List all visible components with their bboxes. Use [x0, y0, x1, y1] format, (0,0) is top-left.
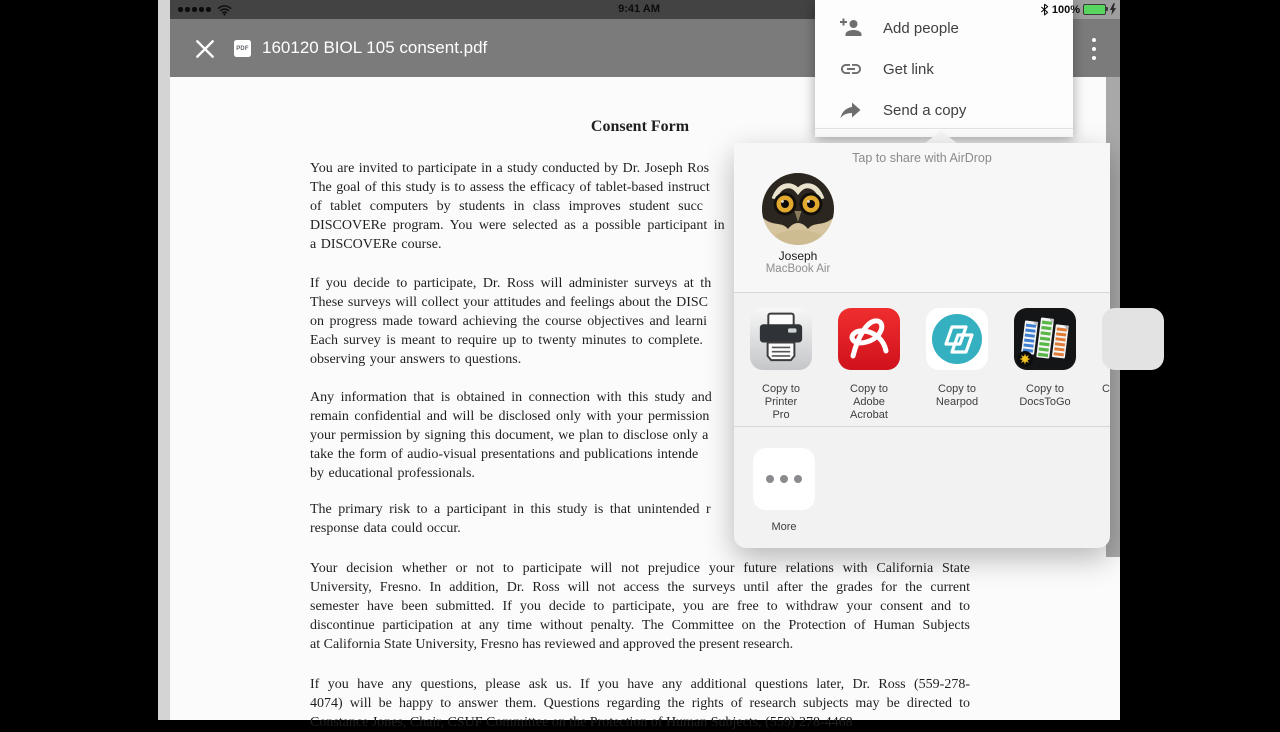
- overflow-menu-icon[interactable]: [1084, 32, 1104, 66]
- menu-item-label: Add people: [883, 19, 959, 37]
- doc-line: response data could occur.: [310, 521, 461, 536]
- bluetooth-icon: [1040, 3, 1049, 16]
- app-copy-to-adobe-acrobat[interactable]: [838, 308, 900, 422]
- more-label: More: [771, 521, 797, 533]
- owl-avatar: [762, 173, 834, 245]
- doc-line: by educational professionals.: [310, 466, 475, 481]
- close-icon[interactable]: [194, 38, 216, 60]
- battery-percent: 100%: [1051, 3, 1080, 16]
- doc-line: Your decision whether or not to participate will not prejudice your future relations with California State: [310, 561, 970, 576]
- menu-item-add-people[interactable]: [815, 8, 1073, 48]
- wifi-icon: [217, 4, 232, 16]
- docstogo-app-icon: [1014, 308, 1076, 370]
- status-left-cluster: [178, 0, 232, 19]
- doc-line: If you decide to participate, Dr. Ross will administer surveys at th: [310, 276, 712, 291]
- add-person-icon: [839, 16, 863, 40]
- airdrop-section: [734, 143, 1110, 292]
- pdf-file-type-icon: PDF: [234, 40, 251, 57]
- app-label: Copy to DocsToGo: [1019, 383, 1071, 408]
- send-copy-icon: [839, 98, 863, 122]
- app-partial-offscreen[interactable]: [1102, 308, 1164, 396]
- sheet-divider: [734, 292, 1110, 293]
- sheet-divider: [734, 426, 1110, 427]
- popover-arrow: [925, 131, 957, 143]
- status-bar: [170, 0, 815, 19]
- menu-item-label: Get link: [883, 60, 934, 78]
- app-copy-to-nearpod[interactable]: [926, 308, 988, 409]
- link-icon: [839, 57, 863, 81]
- doc-line: take the form of audio-visual presentations and publications intende: [310, 447, 699, 462]
- more-button[interactable]: [753, 448, 815, 510]
- doc-line: Each survey is meant to require up to twenty minutes to complete.: [310, 333, 703, 348]
- app-copy-to-printer-pro[interactable]: [750, 308, 812, 422]
- doc-line: discontinue participation at any time without penalty. The Committee on the Protection of Human Subjects: [310, 618, 970, 633]
- airdrop-target-name: Joseph: [778, 249, 818, 263]
- ipad-screen: [158, 0, 1120, 730]
- doc-line: The goal of this study is to assess the efficacy of tablet-based instruct: [310, 180, 710, 195]
- airdrop-hint: Tap to share with AirDrop: [852, 151, 992, 165]
- airdrop-target-joseph[interactable]: [748, 173, 848, 275]
- app-copy-to-docstogo[interactable]: [1014, 308, 1076, 409]
- menu-item-label: Send a copy: [883, 101, 967, 119]
- page-left-gutter: [158, 0, 170, 720]
- app-label: Copy to Printer Pro: [762, 383, 800, 421]
- doc-line: at California State University, Fresno has reviewed and approved the present research.: [310, 637, 794, 652]
- doc-line: University, Fresno. In addition, Dr. Ross will not access the surveys until after the grades for the current: [310, 580, 970, 595]
- partial-app-icon: [1102, 308, 1164, 370]
- doc-line: These surveys will collect your attitudes and feelings about the DISC: [310, 295, 709, 310]
- app-label: C: [1102, 383, 1110, 395]
- menu-item-get-link[interactable]: [815, 49, 1073, 89]
- doc-line: You are invited to participate in a study conducted by Dr. Joseph Ros: [310, 161, 710, 176]
- cellular-signal-icon: [178, 7, 211, 12]
- doc-line: on progress made toward achieving the course objectives and learni: [310, 314, 708, 329]
- doc-line: of tablet computers by students in class improves student succ: [310, 199, 703, 214]
- menu-divider: [815, 128, 1073, 129]
- airdrop-target-device: MacBook Air: [765, 263, 831, 275]
- share-sheet: [734, 143, 1110, 548]
- doc-line: your permission by signing this document, we plan to disclose only a: [310, 428, 709, 443]
- doc-line: Constance Jones, Chair, CSUF Committee on the Protection of Human Subjects, (559) 278-4468: [310, 715, 853, 730]
- doc-paragraph-5: [310, 559, 970, 654]
- doc-line: semester have been submitted. If you decide to participate, you are free to withdraw your consent and to: [310, 599, 970, 614]
- document-file-title: 160120 BIOL 105 consent.pdf: [262, 38, 488, 57]
- doc-line: observing your answers to questions.: [310, 352, 522, 367]
- doc-line: The primary risk to a participant in this study is that unintended r: [310, 502, 711, 517]
- status-right-cluster: [1040, 0, 1117, 19]
- printer-pro-app-icon: [750, 308, 812, 370]
- doc-line: DISCOVERe program. You were selected as a possible participant in: [310, 218, 725, 233]
- nearpod-app-icon: [926, 308, 988, 370]
- doc-line: a DISCOVERe course.: [310, 237, 442, 252]
- share-dropdown-menu: [815, 0, 1073, 137]
- doc-line: remain confidential and will be disclosed only with your permission: [310, 409, 710, 424]
- document-title: Consent Form: [590, 118, 690, 135]
- battery-icon: [1083, 4, 1106, 16]
- app-label: Copy to Nearpod: [935, 383, 979, 408]
- menu-item-send-a-copy[interactable]: [815, 90, 1073, 130]
- doc-line: Any information that is obtained in connection with this study and: [310, 390, 712, 405]
- doc-line: If you have any questions, please ask us. If you have any additional questions later, Dr. Ross (559-278-: [310, 677, 970, 692]
- doc-line: 4074) will be happy to answer them. Questions regarding the rights of research subjects may be directed to: [310, 696, 970, 711]
- app-label: Copy to Adobe Acrobat: [850, 383, 888, 421]
- status-time: 9:41 AM: [618, 3, 660, 15]
- doc-paragraph-6: [310, 675, 970, 732]
- adobe-acrobat-app-icon: [838, 308, 900, 370]
- charging-bolt-icon: [1109, 3, 1117, 16]
